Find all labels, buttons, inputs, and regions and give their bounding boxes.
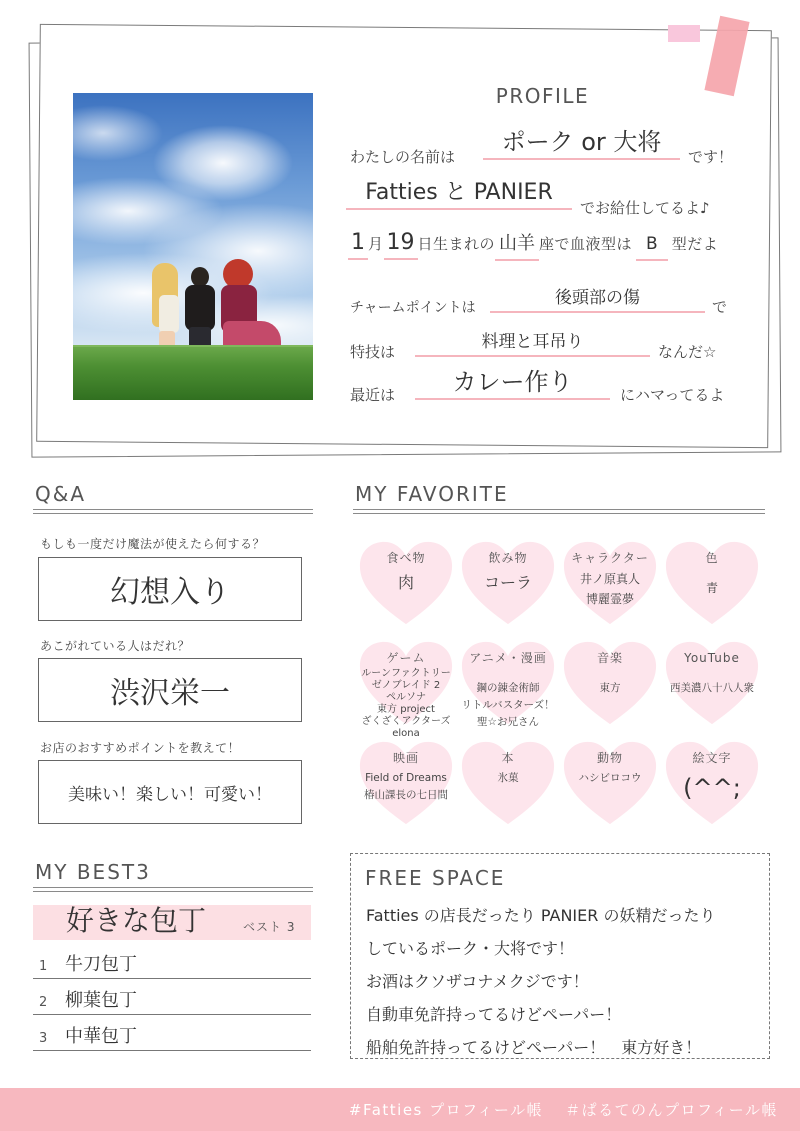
charm-suffix: で — [712, 298, 728, 316]
favorite-value: コーラ — [483, 573, 532, 592]
birth-month: 1 — [348, 228, 368, 260]
favorite-heart-food — [358, 540, 454, 626]
favorite-value: ざくざくアクターズ — [361, 716, 451, 727]
favorite-title: MY FAVORITE — [355, 482, 509, 506]
best3-badge: ベスト 3 — [243, 920, 296, 934]
qa-answer-box-3 — [38, 760, 302, 824]
name-suffix: です！ — [688, 148, 734, 166]
favorite-value: ルーンファクトリー — [361, 668, 451, 679]
qa-question-1: もしも一度だけ魔法が使えたら何する？ — [40, 537, 266, 551]
figure-left-body — [159, 295, 179, 333]
best3-row-2 — [33, 984, 311, 1015]
qa-answer-2: 渋沢栄一 — [110, 676, 230, 711]
profile-photo — [73, 93, 313, 400]
footer-tag-parthenon: ＃ぱるてのんプロフィール帳 — [565, 1101, 778, 1119]
figure-middle-head — [191, 267, 209, 287]
charm-prefix: チャームポイントは — [350, 300, 476, 316]
favorite-heart-book — [460, 740, 556, 826]
favorite-value: 青 — [705, 581, 718, 595]
qa-question-2: あこがれている人はだれ？ — [40, 639, 191, 653]
skill-value: 料理と耳吊り — [415, 329, 650, 357]
blood-type-value: B — [636, 229, 668, 261]
free-space-line: 自動車免許持ってるけどペーパー！ — [366, 1005, 622, 1024]
figure-middle-body — [185, 285, 215, 331]
favorite-value: ハシビロコウ — [578, 772, 642, 784]
work-suffix: でお給仕してるよ♪ — [580, 199, 710, 217]
favorite-heart-emoticon — [664, 740, 760, 826]
charm-value: 後頭部の傷 — [490, 285, 705, 313]
favorite-heart-character — [562, 540, 658, 626]
favorite-value: 聖☆お兄さん — [477, 716, 539, 728]
free-space-line: 船舶免許持ってるけどペーパー！ 東方好き！ — [366, 1038, 702, 1057]
best3-row-1 — [33, 948, 311, 979]
qa-answer-3: 美味い！楽しい！可愛い！ — [68, 784, 272, 805]
favorite-label: YouTube — [684, 651, 740, 665]
favorite-value: 椿山課長の七日間 — [364, 789, 448, 801]
best3-rank: 1 — [39, 959, 48, 974]
favorite-label: ゲーム — [386, 651, 426, 665]
recent-value: カレー作り — [415, 366, 610, 400]
favorite-label: 本 — [501, 751, 515, 765]
profile-heading: PROFILE — [495, 84, 590, 108]
favorite-value: 氷菓 — [497, 772, 519, 784]
birth-day: 19 — [384, 228, 418, 260]
name-value: ポーク or 大将 — [483, 126, 680, 160]
best3-title-underline — [33, 887, 313, 892]
qa-answer-box-1 — [38, 557, 302, 621]
recent-prefix: 最近は — [350, 386, 396, 404]
birth-day-label: 日生まれの — [417, 235, 496, 253]
skill-prefix: 特技は — [350, 343, 396, 361]
free-space-line: お酒はクソザコナメクジです！ — [366, 972, 589, 991]
favorite-label: 飲み物 — [488, 551, 528, 565]
favorite-value: 東方 — [599, 682, 621, 694]
birthday-line — [348, 228, 718, 261]
favorite-value: elona — [392, 728, 420, 739]
favorite-label: 色 — [705, 551, 719, 565]
blood-type-label: 型だよ — [671, 235, 719, 253]
free-space-text — [366, 899, 766, 1064]
favorite-label: 絵文字 — [692, 751, 732, 765]
photo-grass — [73, 345, 313, 400]
favorite-label: 動物 — [596, 751, 623, 765]
favorite-heart-anime-manga — [460, 640, 556, 726]
favorite-label: 音楽 — [596, 651, 623, 665]
birth-month-label: 月 — [368, 235, 384, 253]
favorite-heart-game — [358, 640, 454, 739]
favorite-heart-animal — [562, 740, 658, 826]
qa-question-3: お店のおすすめポイントを教えて！ — [40, 741, 241, 755]
favorite-value: 西美濃八十八人衆 — [670, 682, 754, 694]
favorite-value: リトルバスターズ！ — [461, 699, 555, 711]
favorite-label: アニメ・漫画 — [469, 651, 547, 665]
favorite-value: 肉 — [397, 573, 414, 592]
favorite-heart-drink — [460, 540, 556, 626]
favorite-heart-movie — [358, 740, 454, 826]
favorite-title-underline — [353, 509, 765, 514]
favorite-label: 食べ物 — [386, 551, 426, 565]
favorite-label: キャラクター — [571, 551, 649, 565]
best3-name: 牛刀包丁 — [65, 954, 137, 975]
favorite-value: 東方 project — [377, 704, 435, 715]
best3-rank: 3 — [39, 1031, 48, 1046]
favorite-heart-youtube — [664, 640, 760, 726]
favorite-value: 博麗霊夢 — [585, 592, 634, 606]
qa-answer-box-2 — [38, 658, 302, 722]
name-prefix: わたしの名前は — [350, 148, 456, 166]
favorite-value: 井ノ原真人 — [579, 572, 640, 586]
favorite-value: ゼノブレイド 2 — [371, 680, 441, 691]
qa-answer-1: 幻想入り — [110, 575, 230, 610]
work-value: Fatties と PANIER — [346, 177, 572, 210]
zodiac-label: 座で血液型は — [539, 235, 633, 253]
qa-title: Q&A — [35, 482, 87, 506]
best3-title: MY BEST3 — [35, 860, 151, 884]
favorite-value: 鋼の錬金術師 — [476, 682, 540, 694]
favorite-value: ペルソナ — [386, 692, 426, 703]
favorite-heart-color — [664, 540, 760, 626]
qa-title-underline — [33, 509, 313, 514]
free-space-title: FREE SPACE — [365, 866, 506, 890]
skill-suffix: なんだ☆ — [658, 343, 717, 361]
zodiac-value: 山羊 — [495, 229, 539, 261]
free-space-line: Fatties の店長だったり PANIER の妖精だったり — [366, 906, 716, 925]
best3-rank: 2 — [39, 995, 48, 1010]
favorite-heart-music — [562, 640, 658, 726]
recent-suffix: にハマってるよ — [620, 386, 725, 404]
favorite-label: 映画 — [392, 751, 419, 765]
footer-tag-fatties: #Fatties プロフィール帳 — [348, 1101, 544, 1119]
best3-row-3 — [33, 1020, 311, 1051]
best3-name: 中華包丁 — [65, 1026, 137, 1047]
free-space-line: しているポーク・大将です！ — [366, 939, 575, 958]
favorite-value: Field of Dreams — [365, 772, 447, 784]
best3-category: 好きな包丁 — [66, 904, 207, 937]
best3-name: 柳葉包丁 — [65, 990, 137, 1011]
favorite-value: (^^; — [683, 774, 741, 802]
tape-small — [668, 25, 700, 42]
footer-band — [0, 1088, 800, 1131]
